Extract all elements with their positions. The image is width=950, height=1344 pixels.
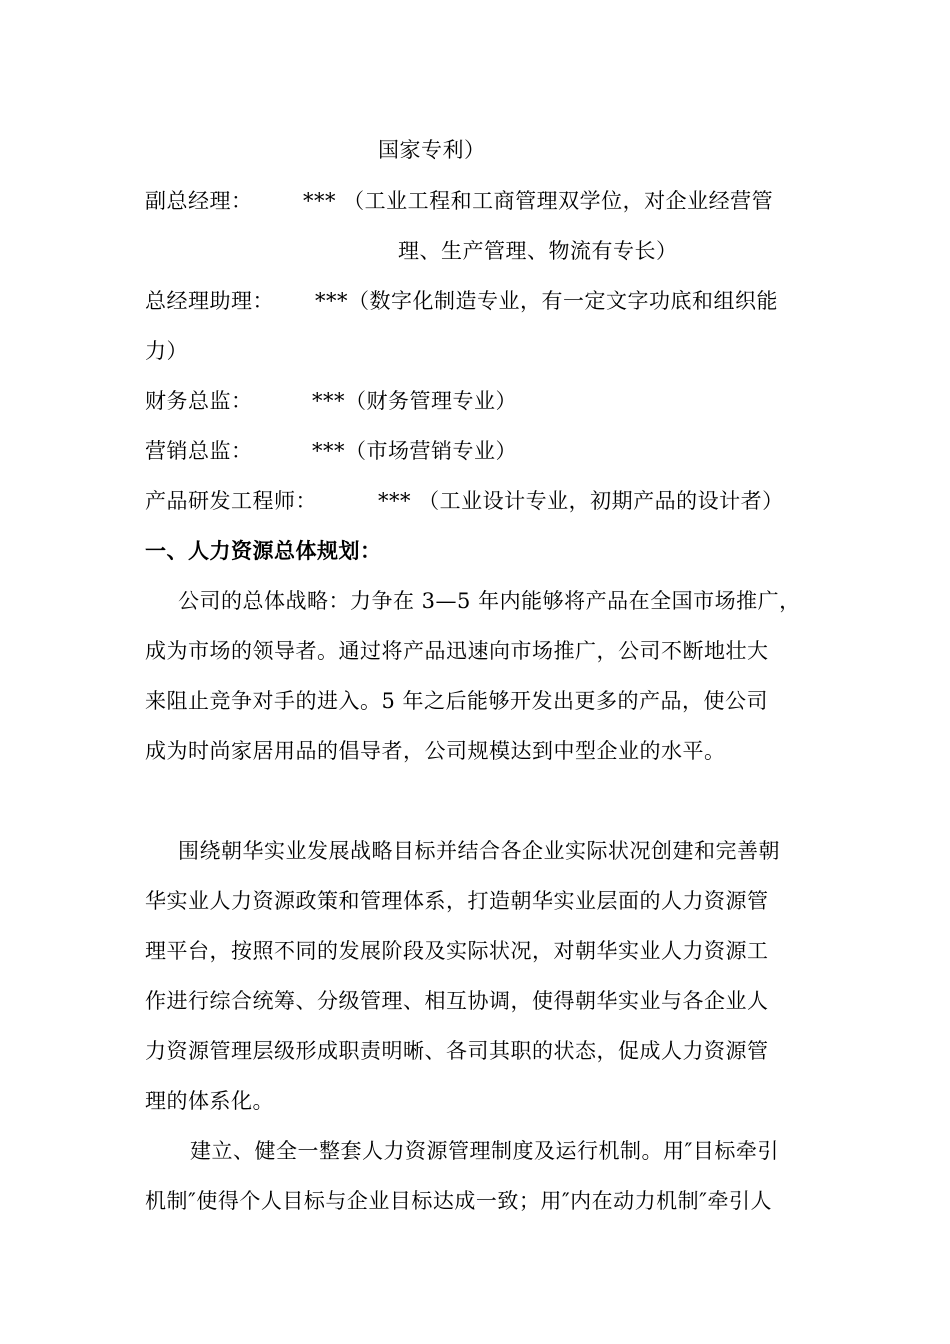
paragraph-line: 公司的总体战略：力争在 3—5 年内能够将产品在全国市场推广， <box>178 589 801 613</box>
cfo-title: 财务总监： <box>145 389 253 413</box>
paragraph-line: 围绕朝华实业发展战略目标并结合各企业实际状况创建和完善朝 <box>178 839 780 863</box>
paragraph-line: 作进行综合统筹、分级管理、相互协调，使得朝华实业与各企业人 <box>145 989 769 1013</box>
deputy-gm-desc-line2: 理、生产管理、物流有专长） <box>398 239 678 263</box>
paragraph-line: 理的体系化。 <box>145 1089 274 1113</box>
cmo-title: 营销总监： <box>145 439 253 463</box>
paragraph-line: 建立、健全一整套人力资源管理制度及运行机制。用″目标牵引 <box>190 1139 779 1163</box>
gm-assistant-desc-line2: 力） <box>145 339 188 363</box>
cmo-desc: ***（市场营销专业） <box>312 439 517 463</box>
paragraph-line: 成为时尚家居用品的倡导者，公司规模达到中型企业的水平。 <box>145 739 726 763</box>
rd-engineer-title: 产品研发工程师： <box>145 489 317 513</box>
paragraph-line: 机制″使得个人目标与企业目标达成一致；用″内在动力机制″牵引人 <box>145 1189 773 1213</box>
deputy-gm-desc-line1: *** （工业工程和工商管理双学位，对企业经营管 <box>303 189 774 213</box>
paragraph-line: 来阻止竞争对手的进入。5 年之后能够开发出更多的产品，使公司 <box>145 689 769 713</box>
cfo-desc: ***（财务管理专业） <box>312 389 517 413</box>
section-heading: 一、人力资源总体规划： <box>145 538 382 563</box>
paragraph-line: 力资源管理层级形成职责明晰、各司其职的状态，促成人力资源管 <box>145 1039 769 1063</box>
paragraph-line: 华实业人力资源政策和管理体系，打造朝华实业层面的人力资源管 <box>145 889 769 913</box>
paragraph-line: 成为市场的领导者。通过将产品迅速向市场推广，公司不断地壮大 <box>145 639 769 663</box>
gm-assistant-title: 总经理助理： <box>145 289 274 313</box>
gm-assistant-desc-line1: ***（数字化制造专业，有一定文字功底和组织能 <box>315 289 778 313</box>
roster-continuation-line: 国家专利） <box>378 138 486 162</box>
rd-engineer-desc: *** （工业设计专业，初期产品的设计者） <box>378 489 784 513</box>
paragraph-line: 理平台，按照不同的发展阶段及实际状况，对朝华实业人力资源工 <box>145 939 769 963</box>
deputy-gm-title: 副总经理： <box>145 189 253 213</box>
